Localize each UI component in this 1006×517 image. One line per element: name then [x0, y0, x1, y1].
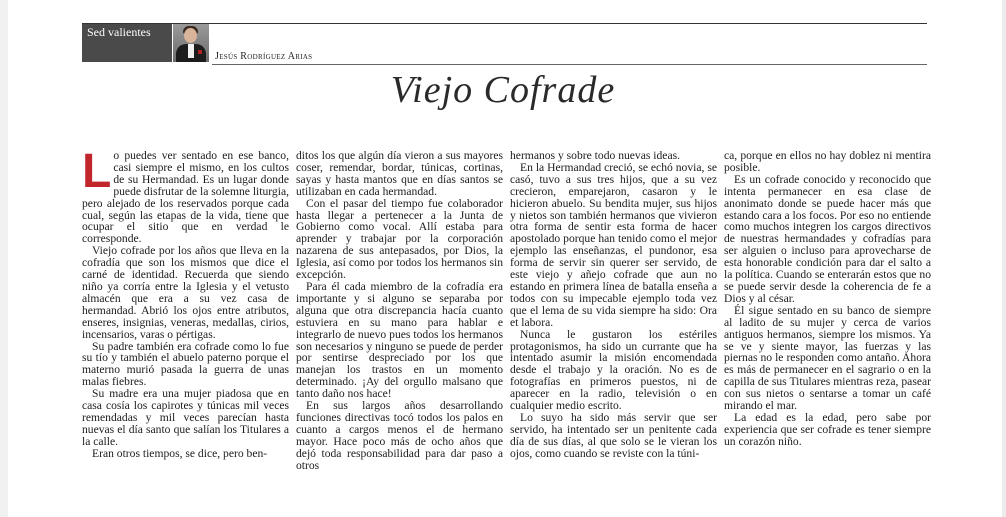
paragraph: Él sigue sentado en su banco de siempre al ladito de su mujer y cerca de varios antiguos hermanos, siempre los mismos. Ya se ve y siente mayor, las fuerzas y las piernas no le responden como antaño. Ahora es más de permanecer en el sagrario o en la capilla de sus Titulares mientras reza, pasear con sus nietos o sentarse a tomar un café mirando el mar. — [724, 303, 931, 413]
article-column-3 — [510, 150, 717, 460]
paragraph: Su madre era una mujer piadosa que en casa cosía los capirotes y túnicas mil veces remendadas y mil veces parecían hasta nuevas el día santo que salían los Titulares a la calle. — [82, 387, 289, 448]
paragraph: Con el pasar del tiempo fue colaborador hasta llegar a pertenecer a la Junta de Gobierno como vocal. Allí estaba para aprender y trabajar por la corporación nazarena de sus antepasados, por Dios, la Iglesia, así como por todos los hermanos sin excepción. — [296, 196, 503, 282]
section-tag — [82, 24, 172, 62]
article-column-4 — [724, 150, 931, 448]
paragraph: Eran otros tiempos, se dice, pero ben- — [92, 446, 268, 460]
byline-rule — [212, 64, 927, 65]
paragraph: En sus largos años desarrollando funciones directivas tocó todos los palos en cuanto a cargos menos el de hermano mayor. Hace poco más de ocho años que dejó toda responsabilidad para dar paso a otros — [296, 399, 503, 472]
section-name: Sed valientes — [87, 25, 151, 39]
paragraph: Viejo cofrade por los años que lleva en la cofradía que son los mismos que dice el carné de identidad. Recuerda que siendo niño ya corría entre la Iglesia y el vetusto almacén que era a su vez casa de hermandad. Abrió los ojos entre atributos, enseres, insignias, veneras, medallas, cirios, incensarios, varas o pértigas. — [82, 244, 289, 341]
author-photo — [173, 24, 209, 62]
drop-cap: L — [82, 145, 112, 198]
paragraph: Su padre también era cofrade como lo fue su tío y también el abuelo paterno porque el materno murió pasada la guerra de unas malas fiebres. — [82, 339, 289, 389]
article-column-2 — [296, 150, 503, 471]
paragraph: hermanos y sobre todo nuevas ideas. — [510, 149, 681, 162]
paragraph: Nunca le gustaron los estériles protagonismos, ha sido un currante que ha intentado asumir la misión encomendada desde el trabajo y la oración. No es de fotografías en primeros puestos, ni de aparecer en la radio, televisión o en cualquier medio escrito. — [510, 327, 717, 413]
paragraph: Lo suyo ha sido más servir que ser servido, ha intentado ser un penitente cada día de sus días, al que solo se le vieran los ojos, como cuando se reviste con la túni- — [510, 410, 717, 460]
paragraph: ditos los que algún día vieron a sus mayores coser, remendar, bordar, túnicas, cortinas, sayas y hasta mantos que en días santos se utilizaban en cada hermandad. — [296, 149, 503, 198]
paragraph: Es un cofrade conocido y reconocido que intenta permanecer en esa clase de anonimato donde se puede hacer más que estando cara a los focos. Por eso no entiende como muchos integren los cargos directivos de nuestras hermandades y cofradías para ser alguien o incluso para aprovecharse de esta honorable condición para dar el salto a la política. Cuando se enterarán estos que no se puede servir desde la coherencia de fe a Dios y al césar. — [724, 172, 932, 305]
article-title: Viejo Cofrade — [390, 69, 616, 111]
author-byline: Jesús Rodríguez Arias — [215, 51, 313, 62]
paragraph: ca, porque en ellos no hay doblez ni mentira posible. — [724, 149, 931, 174]
paragraph: Lo puedes ver sentado en ese banco, casi siempre el mismo, en los cultos de su Hermandad. Es un lugar donde puede disfrutar de la solemne liturgia, pero alejado de los reservados porque cada cual, según las etapas de la vida, tiene que ocupar el sitio que en verdad le corresponde. — [82, 145, 289, 246]
paragraph: Para él cada miembro de la cofradía era importante y si alguno se separaba por alguna que otra discrepancia hacía cuanto estuviera en su mano para hablar e integrarlo de nuevo pues todos los hermanos son necesarios y ninguno se puede de perder por sentirse despreciado por los que manejan los trastos en un momento determinado. ¡Ay del orgullo malsano que tanto daño nos hace! — [296, 279, 503, 401]
article-column-1 — [82, 145, 289, 460]
paragraph: En la Hermandad creció, se echó novia, se casó, tuvo a sus tres hijos, que a su vez crecieron, emparejaron, casaron y le hicieron abuelo. Su bendita mujer, sus hijos y nietos son también hermanos que vivieron otra forma de sentir esta forma de hacer apostolado porque han tenido como el mejor ejemplo las enseñanzas, el pundonor, esa forma de servir sin querer ser servido, de este viejo y añejo cofrade que aun no estando en primera línea de batalla enseña a todos con su impecable ejemplo toda vez que el lema de su vida siempre ha sido: Ora et labora. — [510, 160, 717, 329]
paragraph: La edad es la edad, pero sabe por experiencia que ser cofrade es tener siempre un corazón niño. — [724, 410, 931, 448]
